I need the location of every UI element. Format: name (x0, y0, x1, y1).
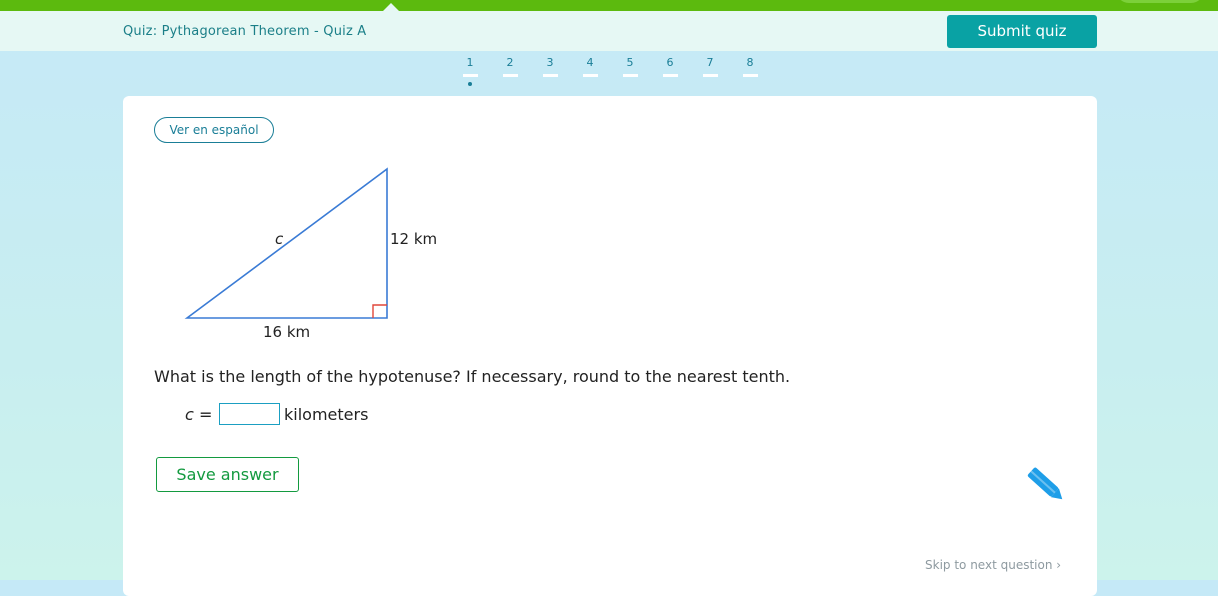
question-nav-underline (463, 74, 478, 77)
question-nav-underline (623, 74, 638, 77)
question-nav-underline (583, 74, 598, 77)
question-nav-item-4[interactable] (580, 56, 600, 77)
quiz-header (0, 11, 1218, 51)
question-nav-underline (663, 74, 678, 77)
question-nav-underline (743, 74, 758, 77)
save-answer-button[interactable]: Save answer (156, 457, 299, 492)
question-text: What is the length of the hypotenuse? If necessary, round to the nearest tenth. (154, 367, 791, 386)
question-nav-item-1[interactable] (460, 56, 480, 86)
current-question-indicator (468, 82, 472, 86)
question-nav-label: 7 (706, 56, 714, 69)
question-nav-underline (703, 74, 718, 77)
question-nav-label: 6 (666, 56, 674, 69)
question-nav-label: 1 (466, 56, 474, 69)
question-nav-item-6[interactable] (660, 56, 680, 77)
header-notch (383, 3, 399, 11)
question-nav-item-7[interactable] (700, 56, 720, 77)
quiz-title: Quiz: Pythagorean Theorem - Quiz A (123, 24, 367, 39)
answer-unit: kilometers (284, 405, 369, 424)
question-nav-label: 3 (546, 56, 554, 69)
question-nav-item-3[interactable] (540, 56, 560, 77)
question-navigation (0, 56, 1218, 90)
equals-sign: = (199, 405, 213, 424)
hypotenuse-label: c (275, 230, 284, 248)
submit-quiz-button[interactable]: Submit quiz (947, 15, 1097, 48)
vertical-leg-label: 12 km (390, 230, 438, 248)
account-pill[interactable] (1116, 0, 1204, 3)
pencil-icon[interactable] (1023, 464, 1069, 508)
skip-to-next-question-link[interactable]: Skip to next question › (925, 558, 1062, 572)
horizontal-leg-label: 16 km (263, 323, 311, 341)
question-nav-label: 2 (506, 56, 514, 69)
question-nav-item-5[interactable] (620, 56, 640, 77)
right-triangle-diagram (123, 96, 523, 356)
answer-variable: c (185, 405, 194, 424)
question-nav-underline (543, 74, 558, 77)
view-in-spanish-button[interactable]: Ver en español (154, 117, 274, 143)
top-progress-bar (0, 0, 1218, 11)
triangle-shape (187, 169, 387, 318)
question-nav-item-2[interactable] (500, 56, 520, 77)
question-nav-label: 8 (746, 56, 754, 69)
question-nav-label: 5 (626, 56, 634, 69)
question-nav-label: 4 (586, 56, 594, 69)
answer-input[interactable] (219, 403, 280, 425)
question-nav-underline (503, 74, 518, 77)
right-angle-marker (373, 305, 387, 318)
question-nav-item-8[interactable] (740, 56, 760, 77)
question-card (123, 96, 1097, 596)
